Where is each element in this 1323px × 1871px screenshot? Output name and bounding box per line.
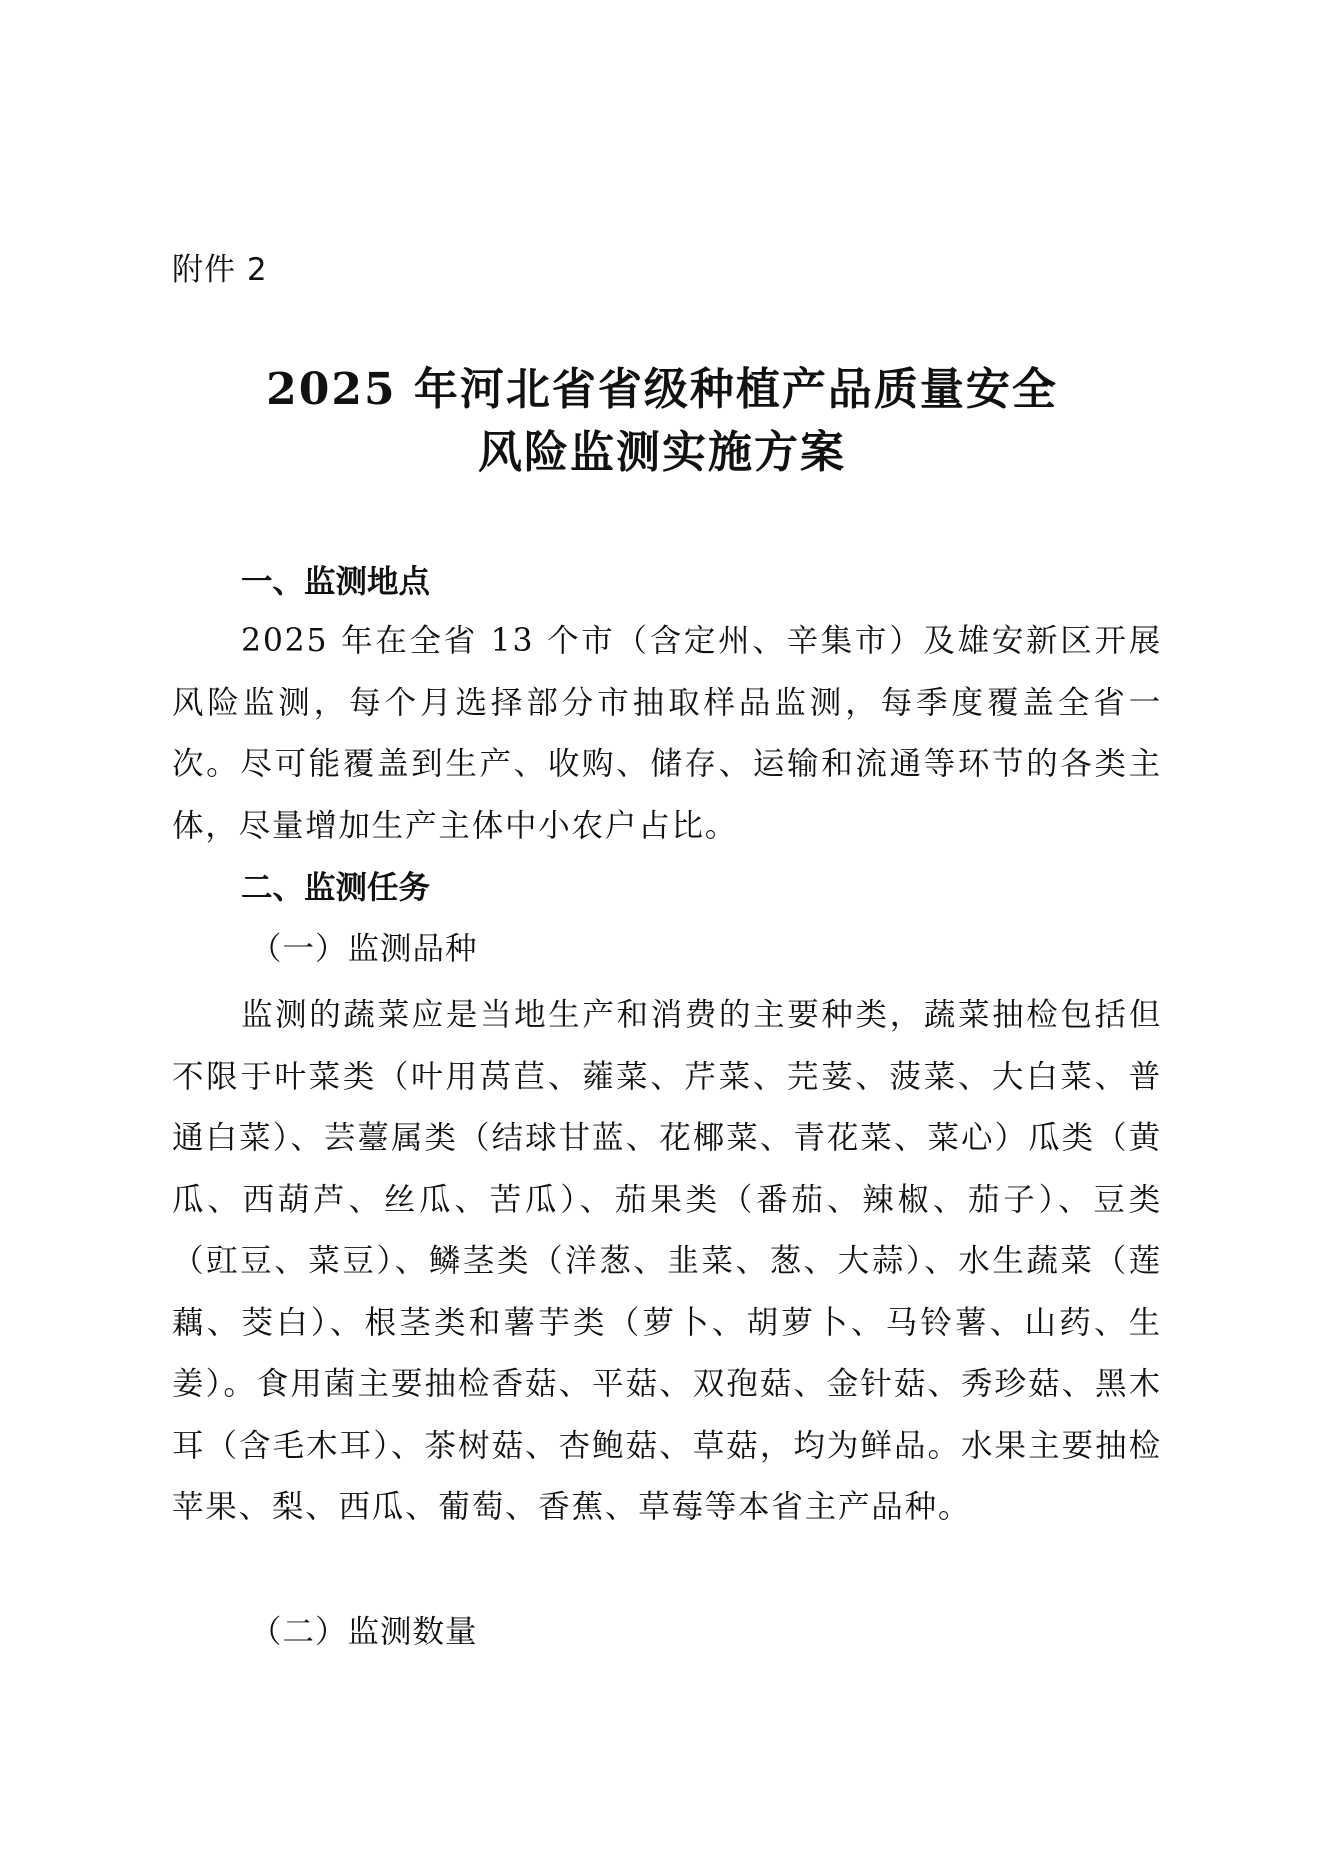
document-title-line-2: 风险监测实施方案 — [478, 427, 846, 478]
section-2-subheading-1-paragraph: 监测的蔬菜应是当地生产和消费的主要种类，蔬菜抽检包括但不限于叶菜类（叶用莴苣、蕹菜、芹菜、芫荽、菠菜、大白菜、普通白菜）、芸薹属类（结球甘蓝、花椰菜、青花菜、菜心）瓜类（黄瓜、西葫芦、丝瓜、苦瓜）、茄果类（番茄、辣椒、茄子）、豆类（豇豆、菜豆）、鳞茎类（洋葱、韭菜、葱、大蒜）、水生蔬菜（莲藕、茭白）、根茎类和薯芋类（萝卜、胡萝卜、马铃薯、山药、生姜）。食用菌主要抽检香菇、平菇、双孢菇、金针菇、秀珍菇、黑木耳（含毛木耳）、茶树菇、杏鲍菇、草菇，均为鲜品。水果主要抽检苹果、梨、西瓜、葡萄、香蕉、草莓等本省主产品种。 — [172, 997, 1162, 1525]
attachment-label: 附件 2 — [172, 252, 268, 288]
section-1-heading: 一、监测地点 — [241, 564, 431, 600]
section-2-subheading-1: （一）监测品种 — [250, 931, 478, 967]
section-2-subheading-2: （二）监测数量 — [250, 1614, 478, 1650]
document-title-line-1: 2025 年河北省省级种植产品质量安全 — [266, 364, 1058, 415]
section-1-paragraph: 2025 年在全省 13 个市（含定州、辛集市）及雄安新区开展风险监测，每个月选择部分市抽取样品监测，每季度覆盖全省一次。尽可能覆盖到生产、收购、储存、运输和流通等环节的各类主体，尽量增加生产主体中小农户占比。 — [172, 623, 1162, 844]
section-2-heading: 二、监测任务 — [241, 870, 431, 906]
